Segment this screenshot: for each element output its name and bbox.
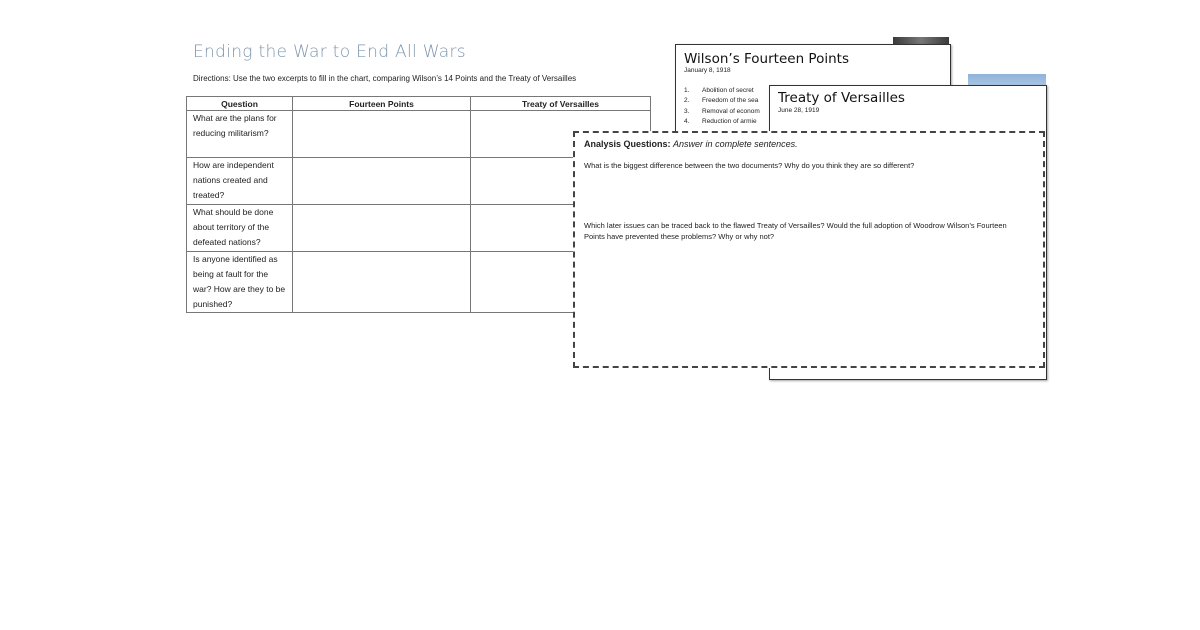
fourteen-points-answer-cell[interactable]	[293, 111, 471, 158]
header-question: Question	[187, 97, 293, 111]
list-item: 4. Reduction of armie	[684, 117, 757, 125]
analysis-heading	[584, 139, 798, 149]
header-treaty-of-versailles: Treaty of Versailles	[471, 97, 651, 111]
question-cell: What are the plans for reducing militarism?	[187, 111, 293, 158]
analysis-question-2: Which later issues can be traced back to the flawed Treaty of Versailles? Would the full adoption of Woodrow Wilson’s Fourteen Points have prevented these problems? Why or why not?	[584, 221, 1007, 241]
question-cell: Is anyone identified as being at fault for the war? How are they to be punished?	[187, 252, 293, 313]
versailles-card-title: Treaty of Versailles	[778, 90, 905, 106]
list-item: 1. Abolition of secret	[684, 87, 754, 94]
list-item: 2. Freedom of the sea	[684, 97, 759, 105]
question-cell: What should be done about territory of the defeated nations?	[187, 205, 293, 252]
chart-header-row	[187, 97, 651, 111]
analysis-question-1: What is the biggest difference between the two documents? Why do you think they are so different?	[584, 161, 915, 170]
directions-text: Directions: Use the two excerpts to fill in the chart, comparing Wilson’s 14 Points and the Treaty of Versailles	[193, 74, 577, 83]
analysis-heading-label: Analysis Questions:	[584, 139, 671, 149]
fourteen-points-answer-cell[interactable]	[293, 158, 471, 205]
fourteen-points-card-title: Wilson’s Fourteen Points	[684, 51, 849, 67]
fourteen-points-answer-cell[interactable]	[293, 252, 471, 313]
header-fourteen-points: Fourteen Points	[293, 97, 471, 111]
list-item: 3. Removal of econom	[684, 107, 760, 115]
fourteen-points-date: January 8, 1918	[684, 67, 731, 74]
analysis-questions-box	[573, 131, 1045, 368]
fourteen-points-answer-cell[interactable]	[293, 205, 471, 252]
analysis-heading-instruction: Answer in complete sentences.	[673, 139, 798, 149]
question-cell: How are independent nations created and treated?	[187, 158, 293, 205]
versailles-date: June 28, 1919	[778, 107, 820, 114]
fourteen-points-list	[684, 86, 760, 127]
worksheet-title: Ending the War to End All Wars	[193, 42, 466, 62]
